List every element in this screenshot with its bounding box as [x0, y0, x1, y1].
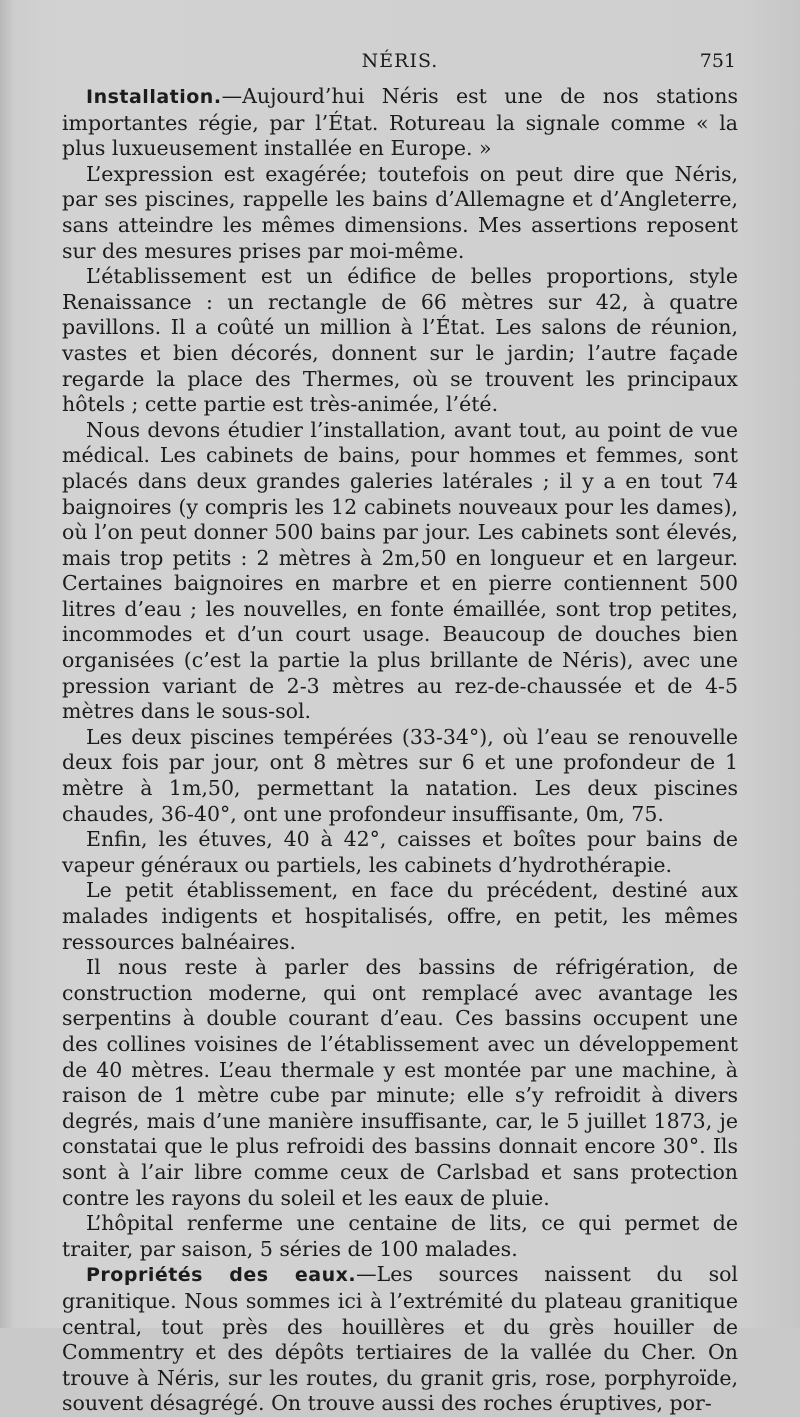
- paragraph: Il nous reste à parler des bassins de réfrigération, de construction moderne, qui ont remplacé avec avantage les serpentins à double courant d’eau. Ces bassins occupent une des collines voisines de l’établissement avec un développement de 40 mètres. L’eau thermale y est montée par une machine, à raison de 1 mètre cube par minute; elle s’y refroidit à divers degrés, mais d’une manière insuffisante, car, le 5 juillet 1873, je constatai que le plus refroidi des bassins donnait encore 30°. Ils sont à l’air libre comme ceux de Carlsbad et sans protection contre les rayons du soleil et les eaux de pluie.: [62, 955, 738, 1210]
- body-text: [62, 84, 738, 1417]
- paragraph: L’expression est exagérée; toutefois on peut dire que Néris, par ses piscines, rappelle les bains d’Allemagne et d’Angleterre, sans atteindre les mêmes dimensions. Mes assertions reposent sur des mesures prises par moi-même.: [62, 161, 738, 263]
- paragraph: L’établissement est un édifice de belles proportions, style Renaissance : un rectangle de 66 mètres sur 42, à quatre pavillons. Il a coûté un million à l’État. Les salons de réunion, vastes et bien décorés, donnent sur le jardin; l’autre façade regarde la place des Thermes, où se trouvent les principaux hôtels ; cette partie est très-animée, l’été.: [62, 264, 738, 417]
- paragraph: Les deux piscines tempérées (33-34°), où l’eau se renouvelle deux fois par jour, ont 8 mètres sur 6 et une profondeur de 1 mètre à 1m,50, permettant la natation. Les deux piscines chaudes, 36-40°, ont une profondeur insuffisante, 0m, 75.: [62, 724, 738, 826]
- paragraph-text: —Les sources naissent du sol granitique. Nous sommes ici à l’extrémité du plateau granitique central, tout près des houillères et du grès houiller de Commentry et des dépôts tertiaires de la vallée du Cher. On trouve à Néris, sur les routes, du granit gris, rose, porphyroïde, souvent désagrégé. On trouve aussi des roches éruptives, por-: [62, 1262, 738, 1416]
- paragraph: L’hôpital renferme une centaine de lits, ce qui permet de traiter, par saison, 5 séries de 100 malades.: [62, 1211, 738, 1261]
- paragraph-text: —Aujourd’hui Néris est une de nos stations importantes régie, par l’État. Rotureau la signale comme « la plus luxueusement installée en Europe. »: [62, 84, 738, 161]
- paragraph: Le petit établissement, en face du précédent, destiné aux malades indigents et hospitalisés, offre, en petit, les mêmes ressources balnéaires.: [62, 878, 738, 954]
- paragraph-proprietes: [62, 1262, 738, 1417]
- paragraph: Nous devons étudier l’installation, avant tout, au point de vue médical. Les cabinets de bains, pour hommes et femmes, sont placés dans deux grandes galeries latérales ; il y a en tout 74 baignoires (y compris les 12 cabinets nouveaux pour les dames), où l’on peut donner 500 bains par jour. Les cabinets sont élevés, mais trop petits : 2 mètres à 2m,50 en longueur et en largeur. Certaines baignoires en marbre et en pierre contiennent 500 litres d’eau ; les nouvelles, en fonte émaillée, sont trop petites, incommodes et d’un court usage. Beaucoup de douches bien organisées (c’est la partie la plus brillante de Néris), avec une pression variant de 2-3 mètres au rez-de-chaussée et de 4-5 mètres dans le sous-sol.: [62, 417, 738, 724]
- section-heading-proprietes: Propriétés des eaux.: [86, 1264, 357, 1287]
- paragraph: Enfin, les étuves, 40 à 42°, caisses et boîtes pour bains de vapeur généraux ou partiels, les cabinets d’hydrothérapie.: [62, 827, 738, 877]
- paragraph-installation: [62, 84, 738, 162]
- section-heading-installation: Installation.: [86, 86, 222, 108]
- page-number: 751: [699, 50, 736, 72]
- running-header: [60, 50, 740, 80]
- running-title: NÉRIS.: [361, 50, 439, 72]
